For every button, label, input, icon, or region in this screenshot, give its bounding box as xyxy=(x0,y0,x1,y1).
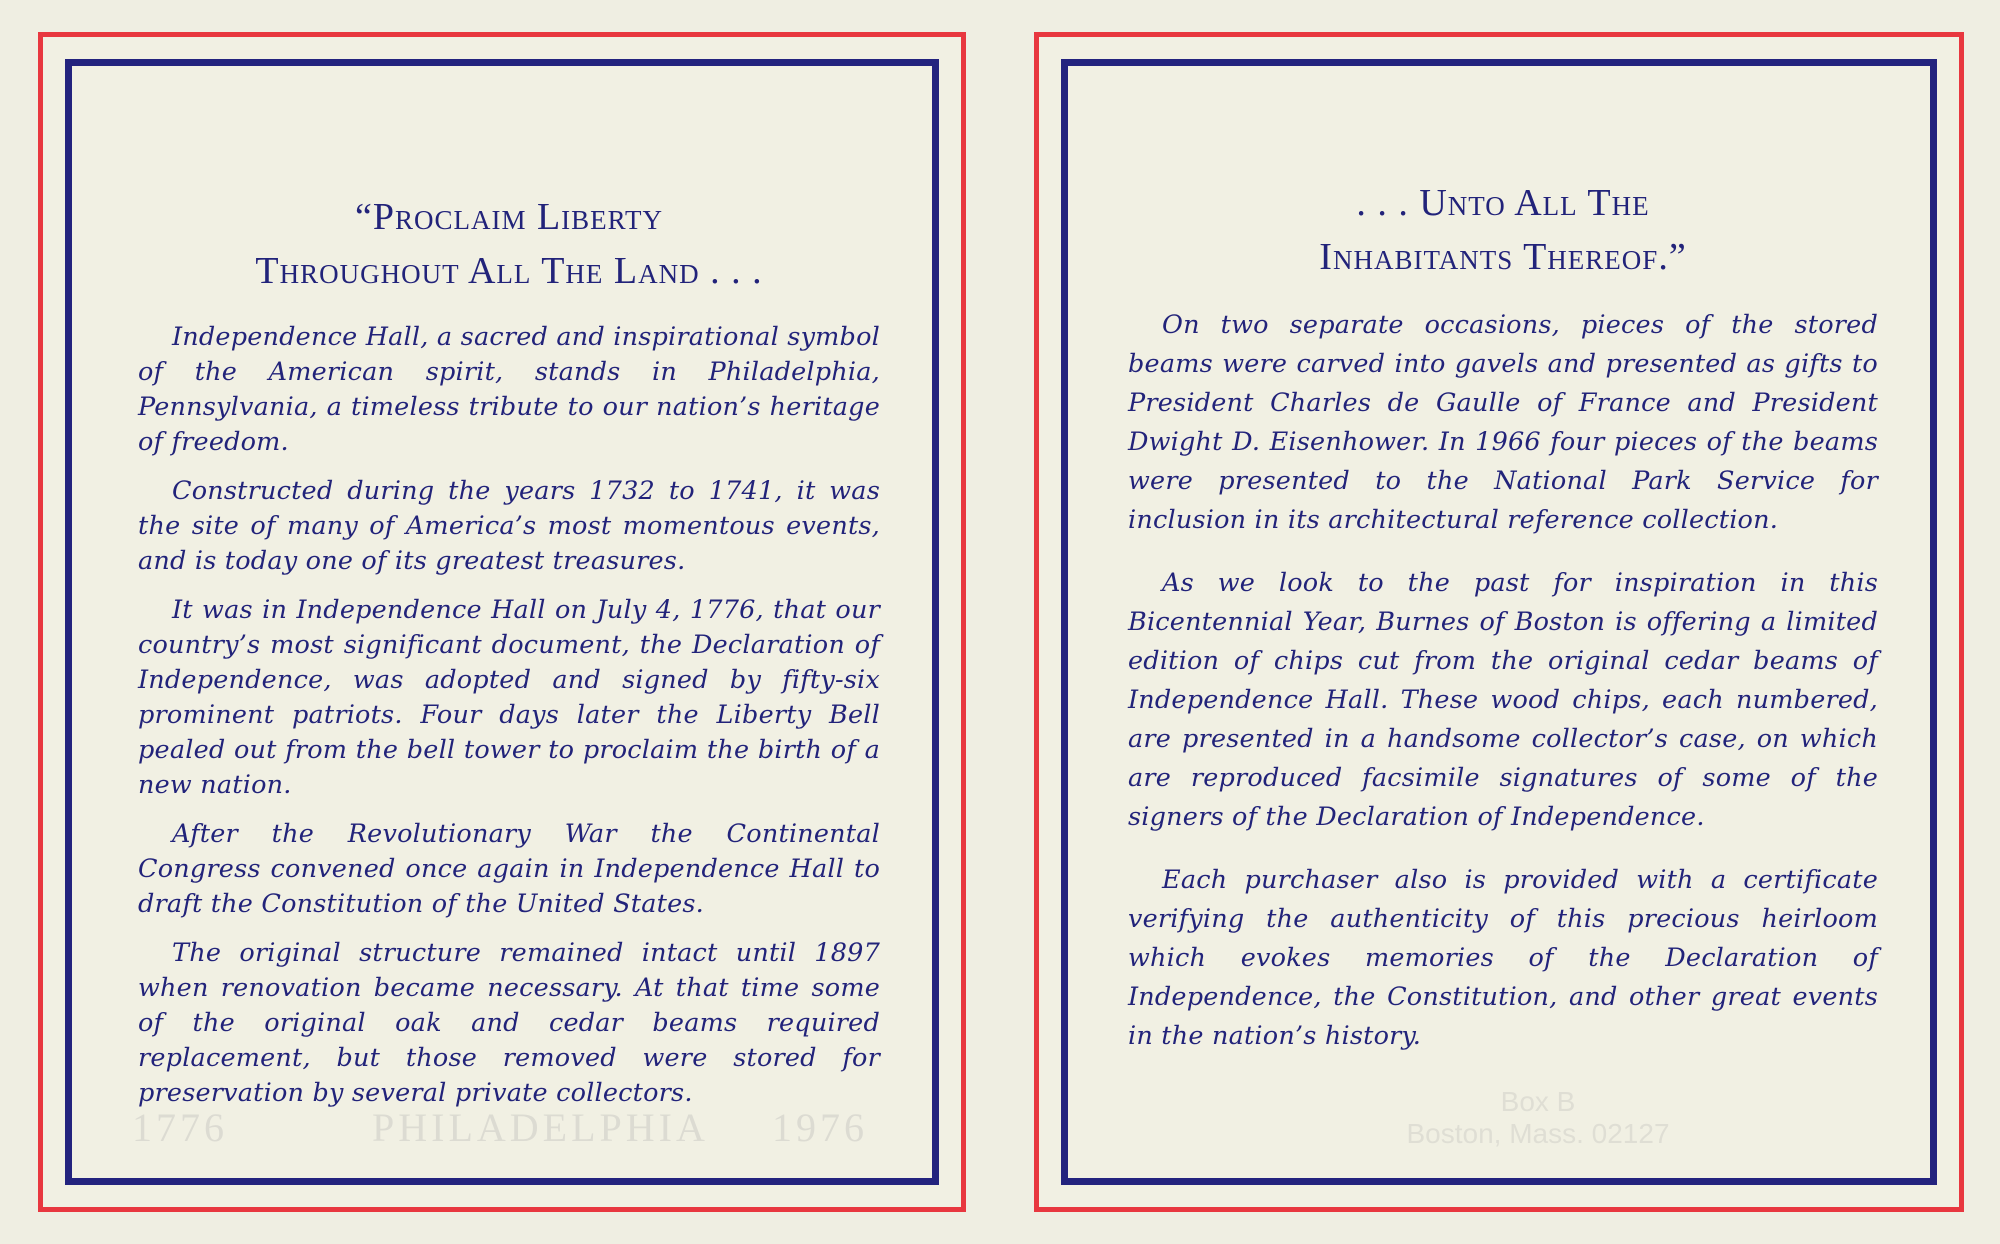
left-inner-frame xyxy=(65,59,939,1185)
bleed-through-address xyxy=(1328,1086,1748,1150)
bleed-through-year-right: 1976 xyxy=(772,1105,868,1150)
left-paragraph-1: Independence Hall, a sacred and inspirational symbol of the American spirit, stands in Philadelphia, Pennsylvania, a timeless tribute to our nation’s heritage of freedom. xyxy=(138,322,880,457)
right-content xyxy=(1128,176,1878,1080)
right-title-line-2: Inhabitants Thereof.” xyxy=(1319,236,1687,278)
left-title-line-1: “Proclaim Liberty xyxy=(354,196,664,238)
left-paragraph-4: After the Revolutionary War the Continental Congress convened once again in Independence Hall to draft the Constitution of the United States. xyxy=(138,819,880,919)
right-panel xyxy=(1034,32,1964,1212)
left-paragraph-3: It was in Independence Hall on July 4, 1776, that our country’s most significant document, the Declaration of Independence, was adopted and signed by fifty-six prominent patriots. Four days later the Liberty Bell pealed out from the bell tower to proclaim the birth of a new nation. xyxy=(138,595,880,800)
left-paragraph-5: The original structure remained intact until 1897 when renovation became necessary. At that time some of the original oak and cedar beams required replacement, but those removed were stored for preservation by several private collectors. xyxy=(138,938,880,1108)
bleed-through-year-left: 1776 xyxy=(132,1105,228,1150)
right-title xyxy=(1128,176,1878,284)
bleed-through-city: PHILADELPHIA xyxy=(372,1105,709,1150)
right-title-line-1: . . . Unto All The xyxy=(1356,182,1650,224)
right-paragraph-3: Each purchaser also is provided with a certificate verifying the authenticity of this precious heirloom which evokes memories of the Declaration of Independence, the Constitution, and other great events in the nation’s history. xyxy=(1128,865,1878,1051)
left-title xyxy=(138,190,880,298)
left-paragraph-2: Constructed during the years 1732 to 1741, it was the site of many of America’s most momentous events, and is today one of its greatest treasures. xyxy=(138,476,880,576)
right-inner-frame xyxy=(1061,59,1937,1185)
bleed-through-box: Box B xyxy=(1500,1086,1576,1117)
right-paragraph-1: On two separate occasions, pieces of the stored beams were carved into gavels and presented as gifts to President Charles de Gaulle of France and President Dwight D. Eisenhower. In 1966 four pieces of the beams were presented to the National Park Service for inclusion in its architectural reference collection. xyxy=(1128,310,1878,535)
left-title-line-2: Throughout All The Land . . . xyxy=(255,250,763,292)
left-content xyxy=(138,190,880,1125)
bleed-through-city-zip: Boston, Mass. 02127 xyxy=(1406,1118,1670,1149)
right-paragraph-2: As we look to the past for inspiration in this Bicentennial Year, Burnes of Boston is offering a limited edition of chips cut from the original cedar beams of Independence Hall. These wood chips, each numbered, are presented in a handsome collector’s case, on which are reproduced facsimile signatures of some of the signers of the Declaration of Independence. xyxy=(1128,568,1878,832)
left-panel xyxy=(38,32,966,1212)
